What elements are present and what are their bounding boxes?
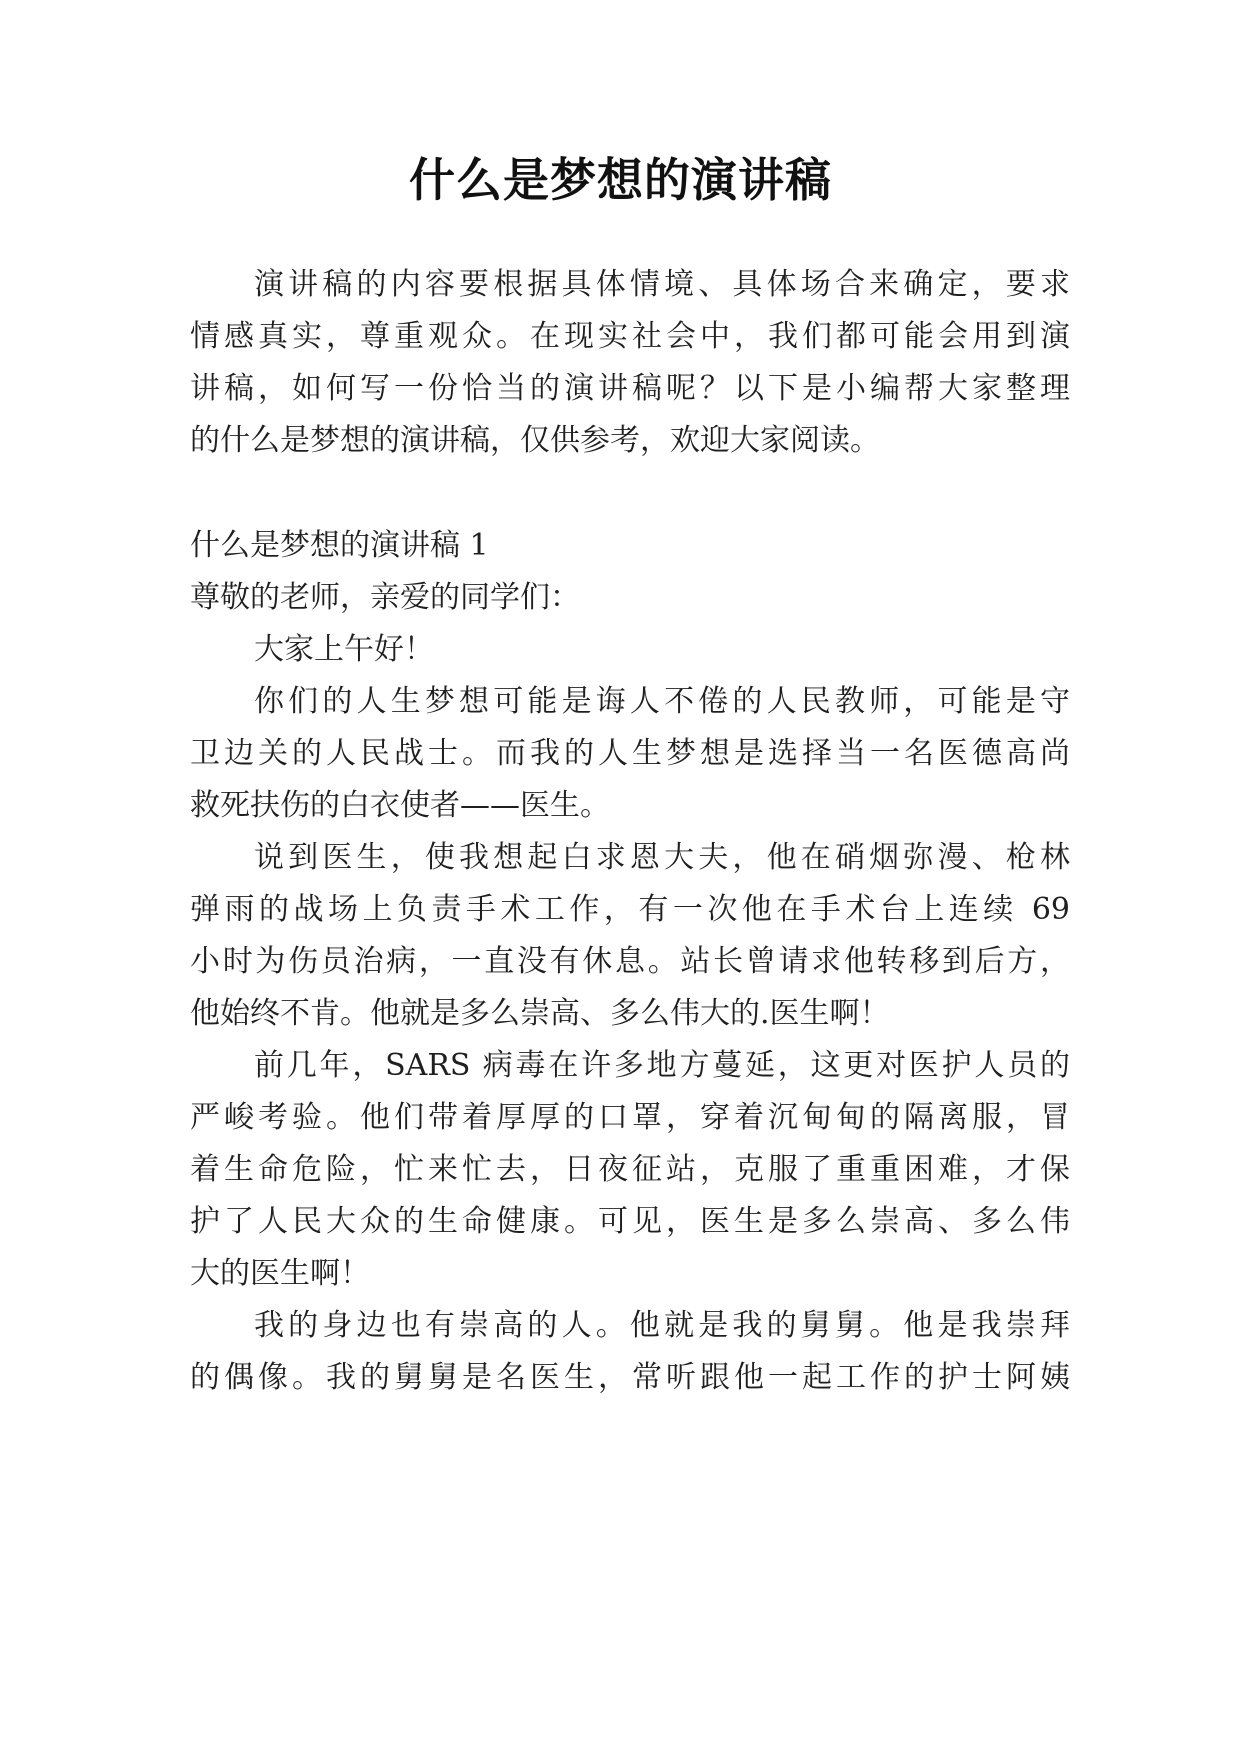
greeting: 大家上午好！ [254,632,434,667]
paragraph-line: 着生命危险，忙来忙去，日夜征站，克服了重重困难，才保 [190,1152,1070,1187]
paragraph-line: 他始终不肯。他就是多么崇高、多么伟大的.医生啊！ [190,996,890,1031]
paragraph-line: 说到医生，使我想起白求恩大夫，他在硝烟弥漫、枪林 [254,840,1070,875]
section-heading: 什么是梦想的演讲稿 1 [190,528,489,563]
paragraph-line: 救死扶伤的白衣使者——医生。 [190,788,610,823]
paragraph-line: 小时为伤员治病，一直没有休息。站长曾请求他转移到后方， [190,944,1070,979]
paragraph-line: 弹雨的战场上负责手术工作，有一次他在手术台上连续 69 [190,892,1070,927]
intro-line: 讲稿，如何写一份恰当的演讲稿呢？以下是小编帮大家整理 [190,371,1070,406]
paragraph-line: 卫边关的人民战士。而我的人生梦想是选择当一名医德高尚 [190,736,1070,771]
paragraph-line: 护了人民大众的生命健康。可见，医生是多么崇高、多么伟 [190,1204,1070,1239]
document-title: 什么是梦想的演讲稿 [409,153,832,207]
paragraph-line: 你们的人生梦想可能是诲人不倦的人民教师，可能是守 [254,684,1070,719]
paragraph-line: 的偶像。我的舅舅是名医生，常听跟他一起工作的护士阿姨 [190,1360,1070,1395]
paragraph-line: 前几年，SARS 病毒在许多地方蔓延，这更对医护人员的 [254,1048,1070,1083]
intro-line: 情感真实，尊重观众。在现实社会中，我们都可能会用到演 [190,319,1070,354]
paragraph-line: 我的身边也有崇高的人。他就是我的舅舅。他是我崇拜 [254,1308,1070,1343]
intro-line: 的什么是梦想的演讲稿，仅供参考，欢迎大家阅读。 [190,423,880,458]
paragraph-line: 严峻考验。他们带着厚厚的口罩，穿着沉甸甸的隔离服，冒 [190,1100,1070,1135]
intro-line: 演讲稿的内容要根据具体情境、具体场合来确定，要求 [254,267,1070,302]
paragraph-line: 大的医生啊！ [190,1256,370,1291]
salutation: 尊敬的老师，亲爱的同学们： [190,580,580,615]
